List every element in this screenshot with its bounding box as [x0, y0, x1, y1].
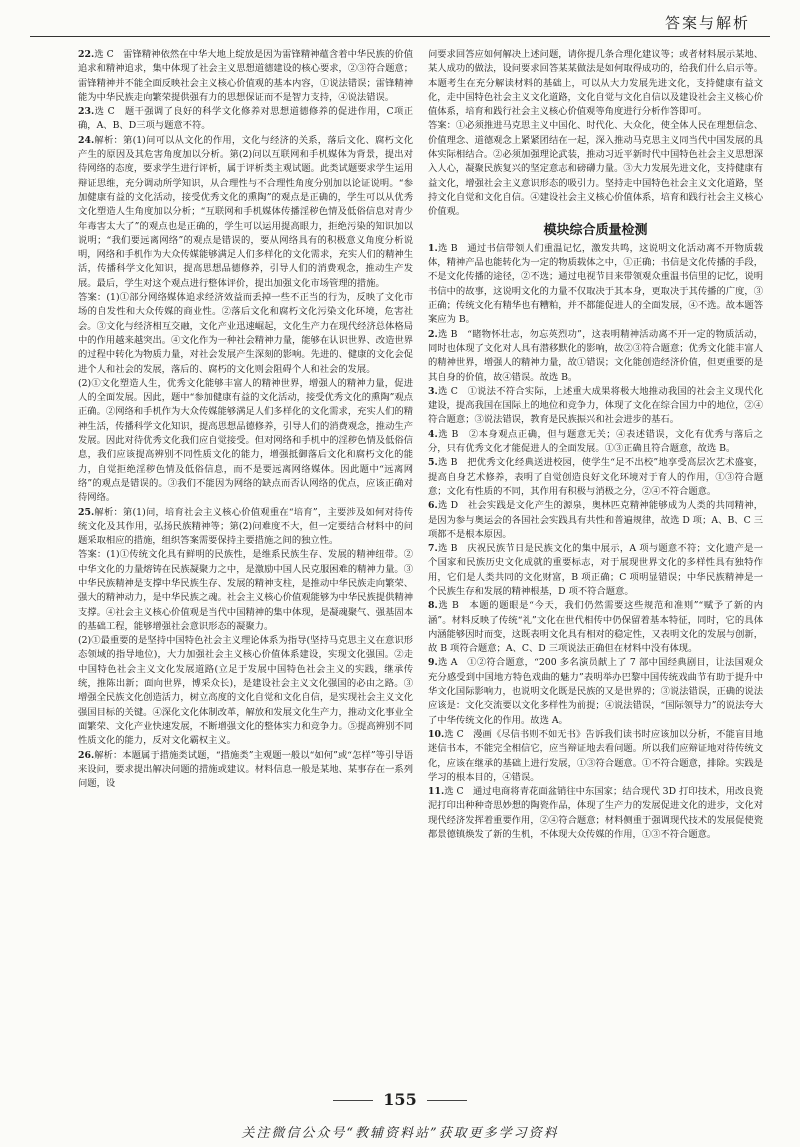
question-number: 26. — [78, 749, 95, 761]
answer-paragraph — [428, 428, 763, 457]
answer-text: 答案：①必须推进马克思主义中国化、时代化、大众化，使全体人民在理想信念、价值理念、道德观念上紧紧团结在一起，深入推动马克思主义同当代中国发展的具体实际相结合。②必须加强理论武装，推动习近平新时代中国特色社会主义思想深入人心，凝聚民族复兴的坚定意志和磅礴力量。③大力发展先进文化，支持健康有益文化，增强社会主义意识形态的吸引力。坚持走中国特色社会主义文化道路，坚持文化自觉和文化自信。④建设社会主义核心价值体系，培育和践行社会主义核心价值观。 — [428, 120, 763, 218]
answer-text: 选 B 把优秀文化经典送进校园，使学生“足不出校”地享受高层次艺术盛宴，提高自身艺术修养，表明了自觉创造良好文化环境对于育人的作用，①③符合题意；文化有性质的不同，其作用有积极与消极之分，②④不符合题意。 — [428, 457, 763, 497]
answer-text: 选 B ②本身观点正确，但与题意无关；④表述错误，文化有优秀与落后之分，只有优秀文化才能促进人的全面发展。①③正确且符合题意，故选 B。 — [428, 428, 763, 455]
answer-paragraph — [428, 328, 763, 385]
answer-paragraph — [78, 506, 413, 549]
page-number — [0, 1090, 800, 1109]
question-number: 24. — [78, 134, 95, 146]
left-column — [78, 48, 413, 791]
answer-paragraph — [78, 749, 413, 792]
question-number: 7. — [428, 543, 438, 555]
question-number: 25. — [78, 506, 95, 518]
question-number: 8. — [428, 600, 438, 612]
answer-text: 解析：第(1)问可以从文化的作用，文化与经济的关系，落后文化、腐朽文化产生的原因及其危害角度加以分析。第(2)问以互联网和手机媒体为背景，提出对待网络的态度，要求学生进行评析，属于评析类主观试题。此类试题要求学生运用辩证思维，充分调动所学知识，从合理性与不合理性角度分别加以论证说明。“参加健康有益的文化活动，接受优秀文化的熏陶”的观点是正确的，学生可以从优秀文化塑造人生角度加以分析；“互联网和手机媒体传播淫秽色情及低俗信息对青少年毒害太大了”的观点也是正确的，学生可以运用提高眼力，拒绝污染的知识加以说明；“我们要远离网络”的观点是错误的，要从网络具有的积极意义角度分析说明，网络和手机作为大众传媒能够满足人们多样化的文化需求，充实人们的精神生活，传播科学文化知识，提高思想品德修养，引导人们的消费观念，推动生产发展。最后，学生对这个观点进行整体评价，提出加强文化市场管理的措施。 — [78, 134, 413, 289]
answer-paragraph — [78, 291, 413, 377]
answer-paragraph — [78, 105, 413, 134]
answer-text: 选 D 社会实践是文化产生的源泉，奥林匹克精神能够成为人类的共同精神，是因为参与奥运会的各国社会实践具有共性和普遍规律，故选 D 项；A、B、C 三项都不是根本原因。 — [428, 500, 763, 540]
answer-text: 选 B 庆祝民族节日是民族文化的集中展示，A 项与题意不符；文化遗产是一个国家和民族历史文化成就的重要标志，对于展现世界文化的多样性具有独特作用，它们是人类共同的文化财富，B 项正确；C 项明显错误；中华民族精神是一个民族生存和发展的精神根基，D 项不符合题意。 — [428, 543, 763, 597]
section-title: 模块综合质量检测 — [543, 222, 648, 238]
page-number-rule-left — [333, 1100, 373, 1101]
answer-text: 选 B 本题的题眼是“今天，我们仍然需要这些规范和准则”“赋予了新的内涵”。材料反映了传统“礼”文化在世代相传中仍保留着基本特征，同时，它的具体内涵能够因时而变，这既表明文化具有相对的稳定性，又表明文化的发展与创新，故 B 项符合题意；A、C、D 三项说法正确但在材料中没有体现。 — [428, 600, 763, 655]
answer-paragraph — [428, 499, 763, 542]
answer-text: (2)①最重要的是坚持中国特色社会主义理论体系为指导(坚持马克思主义在意识形态领域的指导地位)，大力加强社会主义核心价值体系建设，实现文化强国。②走中国特色社会主义文化发展道路(立足于发展中国特色社会主义的实践，继承传统，推陈出新；面向世界，博采众长)，是建设社会主义文化强国的必由之路。③增强全民族文化创造活力，树立高度的文化自觉和文化自信，是实现社会主义文化强国目标的关键。④深化文化体制改革，解放和发展文化生产力，推动文化事业全面繁荣、文化产业快速发展，不断增强文化的整体实力和竞争力。⑤提高辨别不同性质文化的能力，反对文化霸权主义。 — [78, 635, 413, 747]
answer-text: (2)①文化塑造人生，优秀文化能够丰富人的精神世界，增强人的精神力量，促进人的全面发展。因此，题中“参加健康有益的文化活动，接受优秀文化的熏陶”观点正确。②网络和手机作为大众传媒能够满足人们多样化的文化需求，充实人们的精神生活，传播科学文化知识，提高思想品德修养，引导人们的消费观念，推动生产发展。因此对待优秀文化我们应自觉接受。但对网络和手机中的淫秽色情及低俗信息，我们应该提高辨别不同性质文化的能力，增强抵御落后文化和腐朽文化的能力，自觉拒绝淫秽色情及低俗信息，而不是要远离网络媒体。因此题中“远离网络”的观点是错误的。③我们不能因为网络的缺点而否认网络的优点，应该正确对待网络。 — [78, 377, 413, 504]
answer-text: 选 C 通过电商将青花面盆销往中东国家；结合现代 3D 打印技术，用改良瓷泥打印出种种奇思妙想的陶瓷作品，体现了生产力的发展促进文化的进步，文化对现代经济发挥着重要作用，②④符合题意；材料侧重于强调现代技术的发展促使瓷都景德镇焕发了新的生机，不体现大众传媒的作用，①③不符合题意。 — [428, 786, 763, 841]
answer-text: 选 C 题干强调了良好的科学文化修养对思想道德修养的促进作用，C项正确，A、B、D三项与题意不符。 — [78, 106, 413, 132]
answer-paragraph — [428, 119, 763, 219]
answer-text: 选 C ①说法不符合实际，上述重大成果将极大地推动我国的社会主义现代化建设，提高我国在国际上的地位和竞争力，体现了文化在综合国力中的地位，②④符合题意；③说法错误，教育是民族振兴和社会进步的基石。 — [428, 385, 763, 426]
right-column — [428, 48, 763, 842]
question-number: 22. — [78, 49, 95, 60]
answer-paragraph — [428, 456, 763, 499]
question-number: 4. — [428, 428, 438, 440]
question-number: 10. — [428, 728, 445, 740]
answer-paragraph — [428, 785, 763, 842]
answer-paragraph — [428, 728, 763, 785]
answer-text: 解析：本题属于措施类试题，“措施类”主观题一般以“如何”或“怎样”等引导语来设问，要求提出解决问题的措施或建议。材料信息一般是某地、某事存在一系列问题，设 — [78, 749, 413, 790]
answer-text: 选 C 漫画《尽信书则不如无书》告诉我们读书时应该加以分析，不能盲目地迷信书本，不能完全相信它，应当辩证地去看问题。所以我们应辩证地对待传统文化，应该在继承的基础上进行发展，①③符合题意。①不符合题意，排除。实践是学习的根本目的，④错误。 — [428, 728, 763, 783]
question-number: 1. — [428, 242, 438, 254]
page-number-text: 155 — [383, 1090, 417, 1109]
answer-paragraph — [78, 48, 413, 105]
answer-text: 选 B “睹物怀壮志，勿忘英烈功”，这表明精神活动离不开一定的物质活动，同时也体现了文化对人具有潜移默化的影响，故②③符合题意；优秀文化能丰富人的精神世界，增强人的精神力量，故①错误；文化能创造经济价值，但更重要的是其自身的价值，故④错误。故选 B。 — [428, 328, 763, 383]
answer-paragraph — [428, 385, 763, 428]
answer-text: 问要求回答应如何解决上述问题，请你提几条合理化建议等；或者材料展示某地、某人成功的做法，设问要求回答某某做法是如何取得成功的，给我们什么启示等。本题考生在充分解读材料的基础上，可以从大力发展先进文化，支持健康有益文化，走中国特色社会主义文化道路，文化自觉与文化自信以及建设社会主义核心价值体系，培育和践行社会主义核心价值观等角度进行分析作答即可。 — [428, 49, 763, 118]
answer-paragraph — [428, 599, 763, 656]
question-number: 23. — [78, 106, 95, 118]
answer-paragraph — [428, 542, 763, 599]
answer-text: 选 B 通过书信带领人们重温记忆，激发共鸣，这说明文化活动离不开物质载体，精神产品也能转化为一定的物质载体之中，①正确；书信是文化传播的手段，不是文化传播的途径，②不选；通过电视节目来带领观众重温书信里的记忆，说明书信中的故事，这说明文化的力量不仅取决于其本身，更取决于其传播的广度，③正确；传统文化有精华也有糟粕，并不都能促进人的全面发展，④不选。故本题答案应为 B。 — [428, 242, 763, 326]
answer-paragraph — [428, 242, 763, 328]
answer-paragraph — [78, 548, 413, 634]
page-header — [0, 0, 800, 40]
answer-paragraph — [78, 377, 413, 506]
answer-paragraph — [428, 656, 763, 727]
answer-text: 选 C 雷锋精神依然在中华大地上绽放是因为雷锋精神蕴含着中华民族的价值追求和精神追求，集中体现了社会主义思想道德建设的核心要求，②③符合题意；雷锋精神并不能全面反映社会主义核心价值观的基本内容，①说法错误；雷锋精神能为中华民族走向繁荣提供强有力的思想保证而不是智力支持，④说法错误。 — [78, 49, 413, 103]
answer-text: 解析：第(1)问，培育社会主义核心价值观重在“培育”，主要涉及如何对待传统文化及其作用，弘扬民族精神等；第(2)问难度不大，但一定要结合材料中的问题采取相应的措施，组织答案需要保持主要措施之间的独立性。 — [78, 506, 413, 547]
question-number: 6. — [428, 500, 438, 512]
question-number: 11. — [428, 786, 445, 798]
question-number: 2. — [428, 328, 438, 340]
page-number-rule-right — [427, 1100, 467, 1101]
header-title: 答案与解析 — [664, 14, 750, 32]
answer-text: 答案：(1)①传统文化具有鲜明的民族性，是维系民族生存、发展的精神纽带。②中华文化的力量熔铸在民族凝聚力之中，是激励中国人民克服困难的精神力量。③中华民族精神是支撑中华民族生存、发展的精神支柱，是推动中华民族走向繁荣、强大的精神动力，是中华民族之魂。社会主义核心价值观能够为中华民族提供精神支撑。④社会主义核心价值观是当代中国精神的集中体现，是凝魂聚气、强基固本的基础工程，能够增强社会意识形态的凝聚力。 — [78, 549, 413, 632]
footer-note: 关注微信公众号“教辅资料站”获取更多学习资料 — [241, 1126, 559, 1141]
answer-paragraph — [428, 48, 763, 119]
answer-text: 选 A ①②符合题意，“200 多名演员献上了 7 部中国经典剧目，让法国观众充分感受到中国地方特色戏曲的魅力”表明举办巴黎中国传统戏曲节有助于提升中华文化国际影响力，也说明文化既是民族的又是世界的；③说法错误，正确的说法应该是：文化交流要以文化多样性为前提；④说法错误，“国际领导力”的说法夸大了中华传统文化的作用。故选 A。 — [428, 657, 763, 726]
question-number: 9. — [428, 657, 438, 669]
answer-paragraph — [78, 634, 413, 748]
answer-paragraph — [78, 134, 413, 291]
question-number: 5. — [428, 457, 438, 469]
question-number: 3. — [428, 385, 438, 397]
answer-text: 答案：(1)①部分网络媒体追求经济效益而丢掉一些不正当的行为，反映了文化市场的自发性和大众传媒的商业性。②落后文化和腐朽文化污染文化环境，危害社会。③文化与经济相互交融，文化产业迅速崛起，文化生产力在现代经济总体格局中的作用越来越突出。④文化作为一种社会精神力量，能够在认识世界、改造世界的过程中转化为物质力量，对社会发展产生深刻的影响。先进的、健康的文化会促进个人和社会的发展，落后的、腐朽的文化则会阻碍个人和社会的发展。 — [78, 292, 413, 375]
header-rule — [30, 36, 770, 37]
